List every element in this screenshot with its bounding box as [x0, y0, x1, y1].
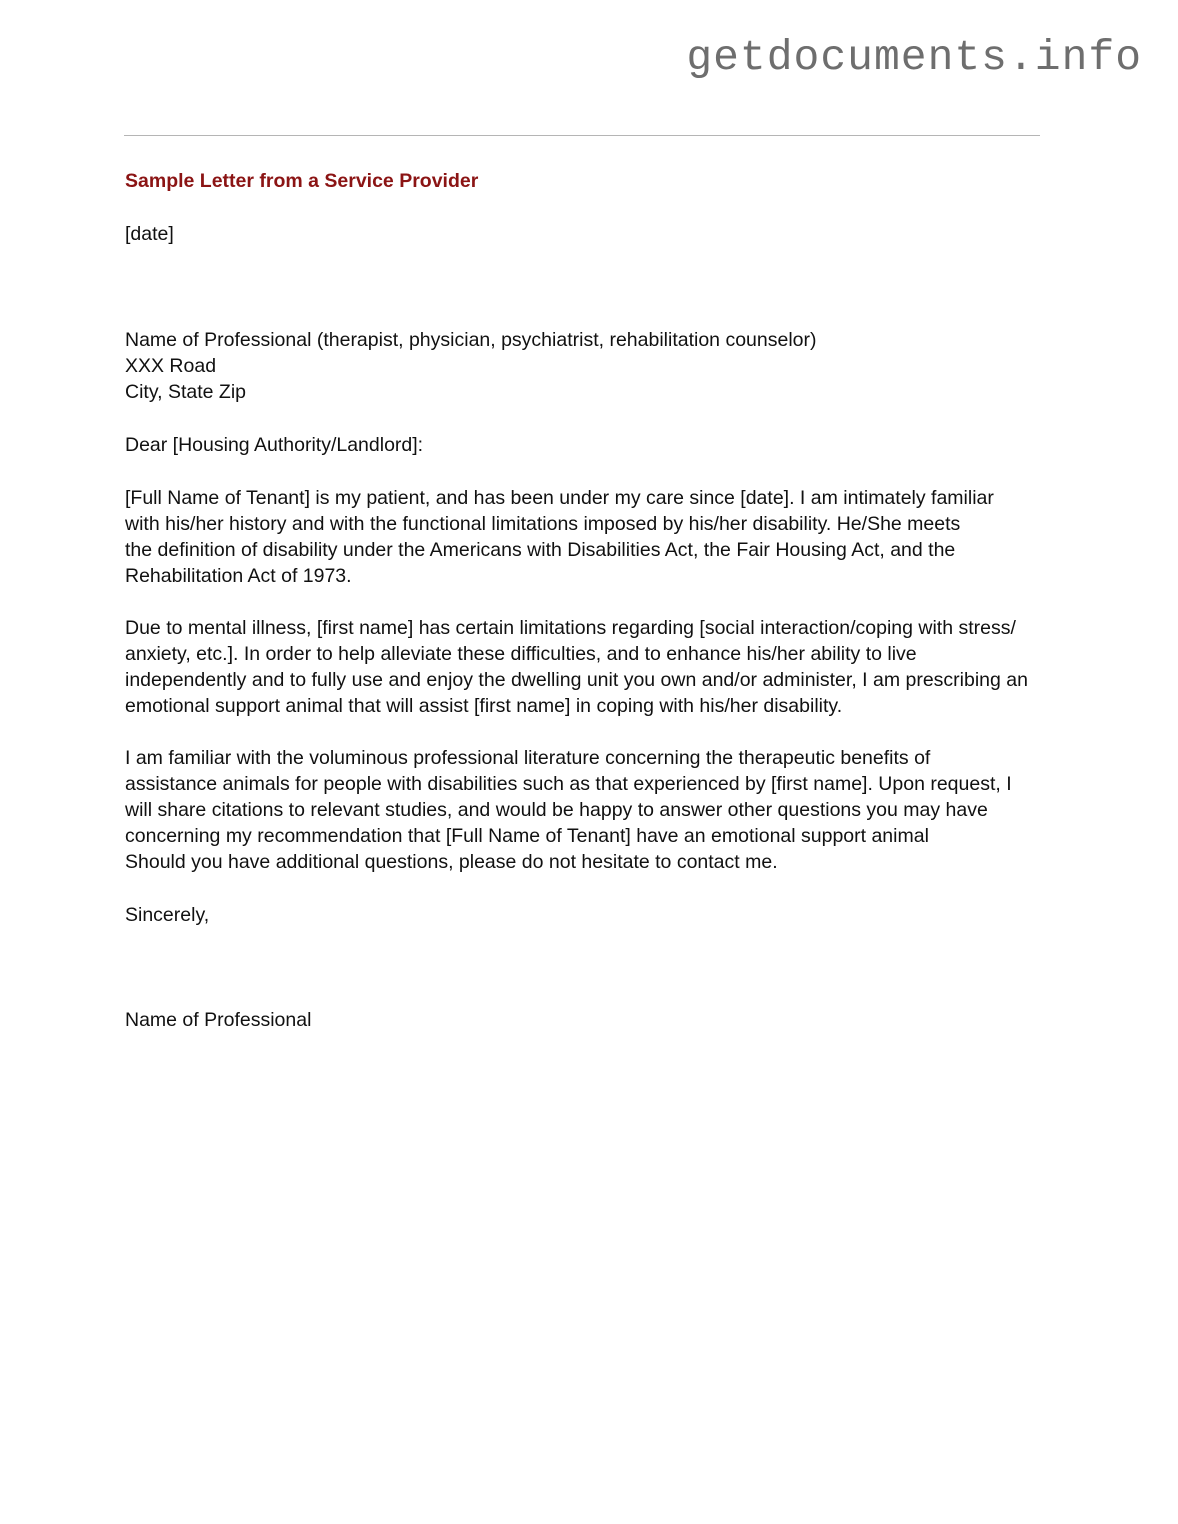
paragraph-3-line: concerning my recommendation that [Full Name of Tenant] have an emotional support animal — [125, 825, 929, 847]
header-divider — [124, 135, 1040, 136]
watermark-text: getdocuments.info — [686, 33, 1142, 82]
paragraph-1 — [125, 485, 1045, 589]
paragraph-3-line: Should you have additional questions, please do not hesitate to contact me. — [125, 851, 778, 873]
salutation: Dear [Housing Authority/Landlord]: — [125, 434, 424, 456]
paragraph-3 — [125, 745, 1045, 875]
paragraph-2-line: independently and to fully use and enjoy the dwelling unit you own and/or administer, I am prescribing an — [125, 669, 1028, 691]
paragraph-1-line: the definition of disability under the Americans with Disabilities Act, the Fair Housing Act, and the — [125, 539, 956, 561]
sender-name: Name of Professional (therapist, physician, psychiatrist, rehabilitation counselor) — [125, 329, 817, 351]
paragraph-3-line: will share citations to relevant studies, and would be happy to answer other questions you may have — [125, 799, 988, 821]
paragraph-1-line: Rehabilitation Act of 1973. — [125, 565, 352, 587]
letter-date: [date] — [125, 223, 174, 245]
signature-name: Name of Professional — [125, 1009, 312, 1031]
paragraph-2-line: emotional support animal that will assist [first name] in coping with his/her disability. — [125, 695, 843, 717]
closing: Sincerely, — [125, 904, 210, 926]
sender-street: XXX Road — [125, 355, 217, 377]
paragraph-2-line: Due to mental illness, [first name] has certain limitations regarding [social interaction/coping with stress/ — [125, 617, 1016, 639]
paragraph-3-line: I am familiar with the voluminous professional literature concerning the therapeutic benefits of — [125, 747, 931, 769]
sender-city: City, State Zip — [125, 381, 247, 403]
paragraph-1-line: with his/her history and with the functional limitations imposed by his/her disability. He/She meets — [125, 513, 961, 535]
paragraph-1-line: [Full Name of Tenant] is my patient, and has been under my care since [date]. I am intimately familiar — [125, 487, 994, 509]
paragraph-2-line: anxiety, etc.]. In order to help alleviate these difficulties, and to enhance his/her ability to live — [125, 643, 917, 665]
paragraph-3-line: assistance animals for people with disabilities such as that experienced by [first name]. Upon request, I — [125, 773, 1012, 795]
letter-title: Sample Letter from a Service Provider — [125, 170, 479, 192]
paragraph-2 — [125, 615, 1045, 719]
